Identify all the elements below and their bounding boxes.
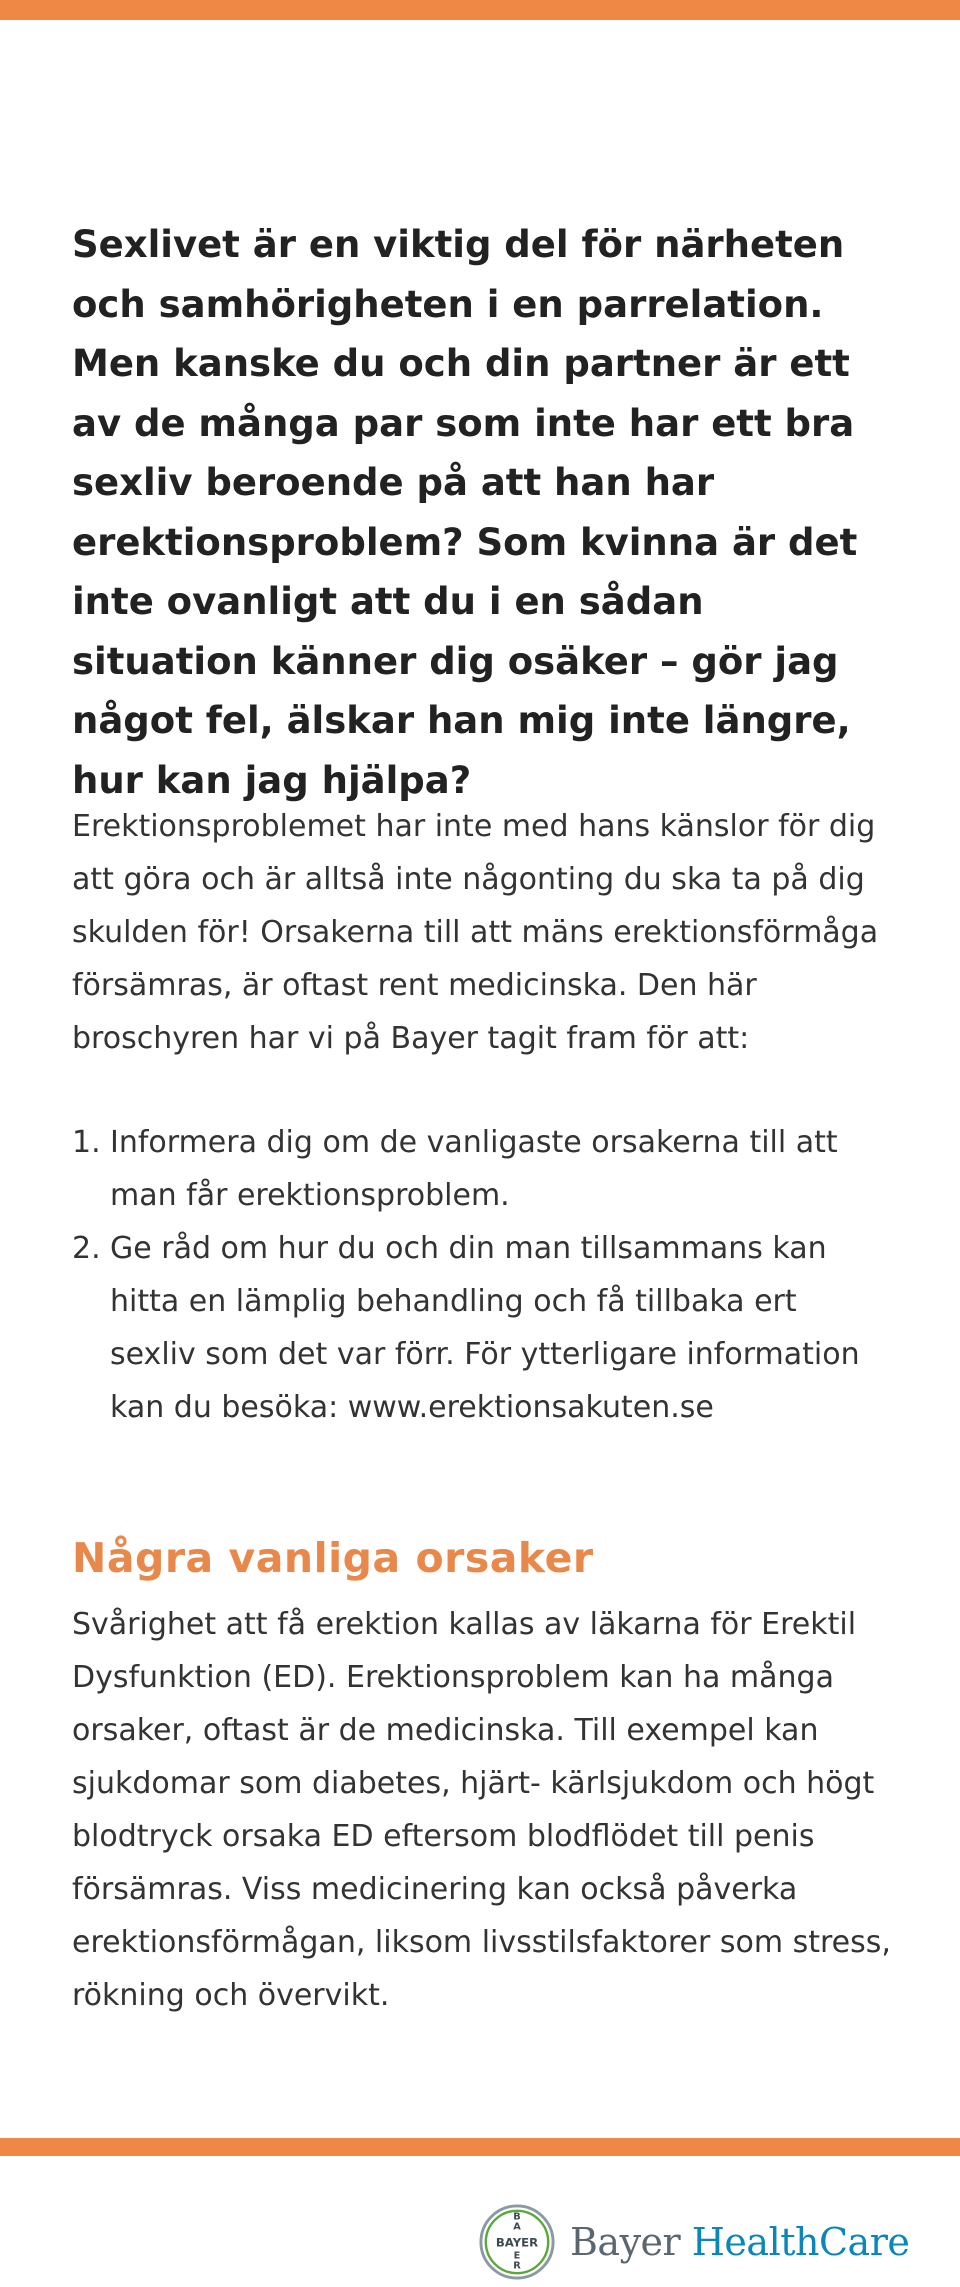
bottom-accent-bar bbox=[0, 2138, 960, 2156]
svg-text:BAYER: BAYER bbox=[495, 2235, 539, 2250]
section-heading: Några vanliga orsaker bbox=[72, 1534, 594, 1582]
logo-word-bayer: Bayer bbox=[570, 2220, 681, 2264]
list-item-number: 1. bbox=[72, 1125, 101, 1160]
list-item bbox=[72, 1116, 892, 1222]
purpose-list bbox=[72, 1116, 892, 1434]
logo-wordmark bbox=[570, 2220, 909, 2264]
svg-text:A: A bbox=[513, 2221, 521, 2233]
list-item-number: 2. bbox=[72, 1231, 101, 1266]
list-item-text: Informera dig om de vanligaste orsakerna till att man får erektionsproblem. bbox=[110, 1125, 838, 1213]
svg-text:B: B bbox=[513, 2211, 521, 2223]
bayer-cross-icon bbox=[478, 2203, 556, 2281]
body-paragraph: Erektionsproblemet har inte med hans känslor för dig att göra och är alltså inte någonting du ska ta på dig skulden för! Orsakerna till att mäns erektionsförmåga försämras, är oftast rent medicinska. Den här broschyren har vi på Bayer tagit fram för att: bbox=[72, 809, 879, 1056]
svg-text:E: E bbox=[513, 2250, 521, 2262]
intro-paragraph: Sexlivet är en viktig del för närheten och samhörigheten i en parrelation. Men kanske du och din partner är ett av de många par som inte har ett bra sexliv beroende på att han har erektionsproblem? Som kvinna är det inte ovanligt att du i en sådan situation känner dig osäker – gör jag något fel, älskar han mig inte längre, hur kan jag hjälpa? bbox=[72, 223, 858, 802]
top-accent-bar bbox=[0, 0, 960, 20]
bayer-healthcare-logo bbox=[478, 2203, 909, 2281]
section-paragraph: Svårighet att få erektion kallas av läkarna för Erektil Dysfunktion (ED). Erektionsproblem kan ha många orsaker, oftast är de medicinska. Till exempel kan sjukdomar som diabetes, hjärt- kärlsjukdom och högt blodtryck orsaka ED eftersom blodflödet till penis försämras. Viss medicinering kan också påverka erektionsförmågan, liksom livsstilsfaktorer som stress, rökning och övervikt. bbox=[72, 1607, 891, 2013]
list-item-text: Ge råd om hur du och din man tillsammans kan hitta en lämplig behandling och få tillbaka ert sexliv som det var förr. För ytterligare information kan du besöka: www.erektionsakuten.se bbox=[110, 1231, 860, 1425]
logo-word-healthcare: HealthCare bbox=[691, 2220, 910, 2264]
list-item bbox=[72, 1222, 892, 1434]
svg-text:R: R bbox=[513, 2260, 521, 2272]
